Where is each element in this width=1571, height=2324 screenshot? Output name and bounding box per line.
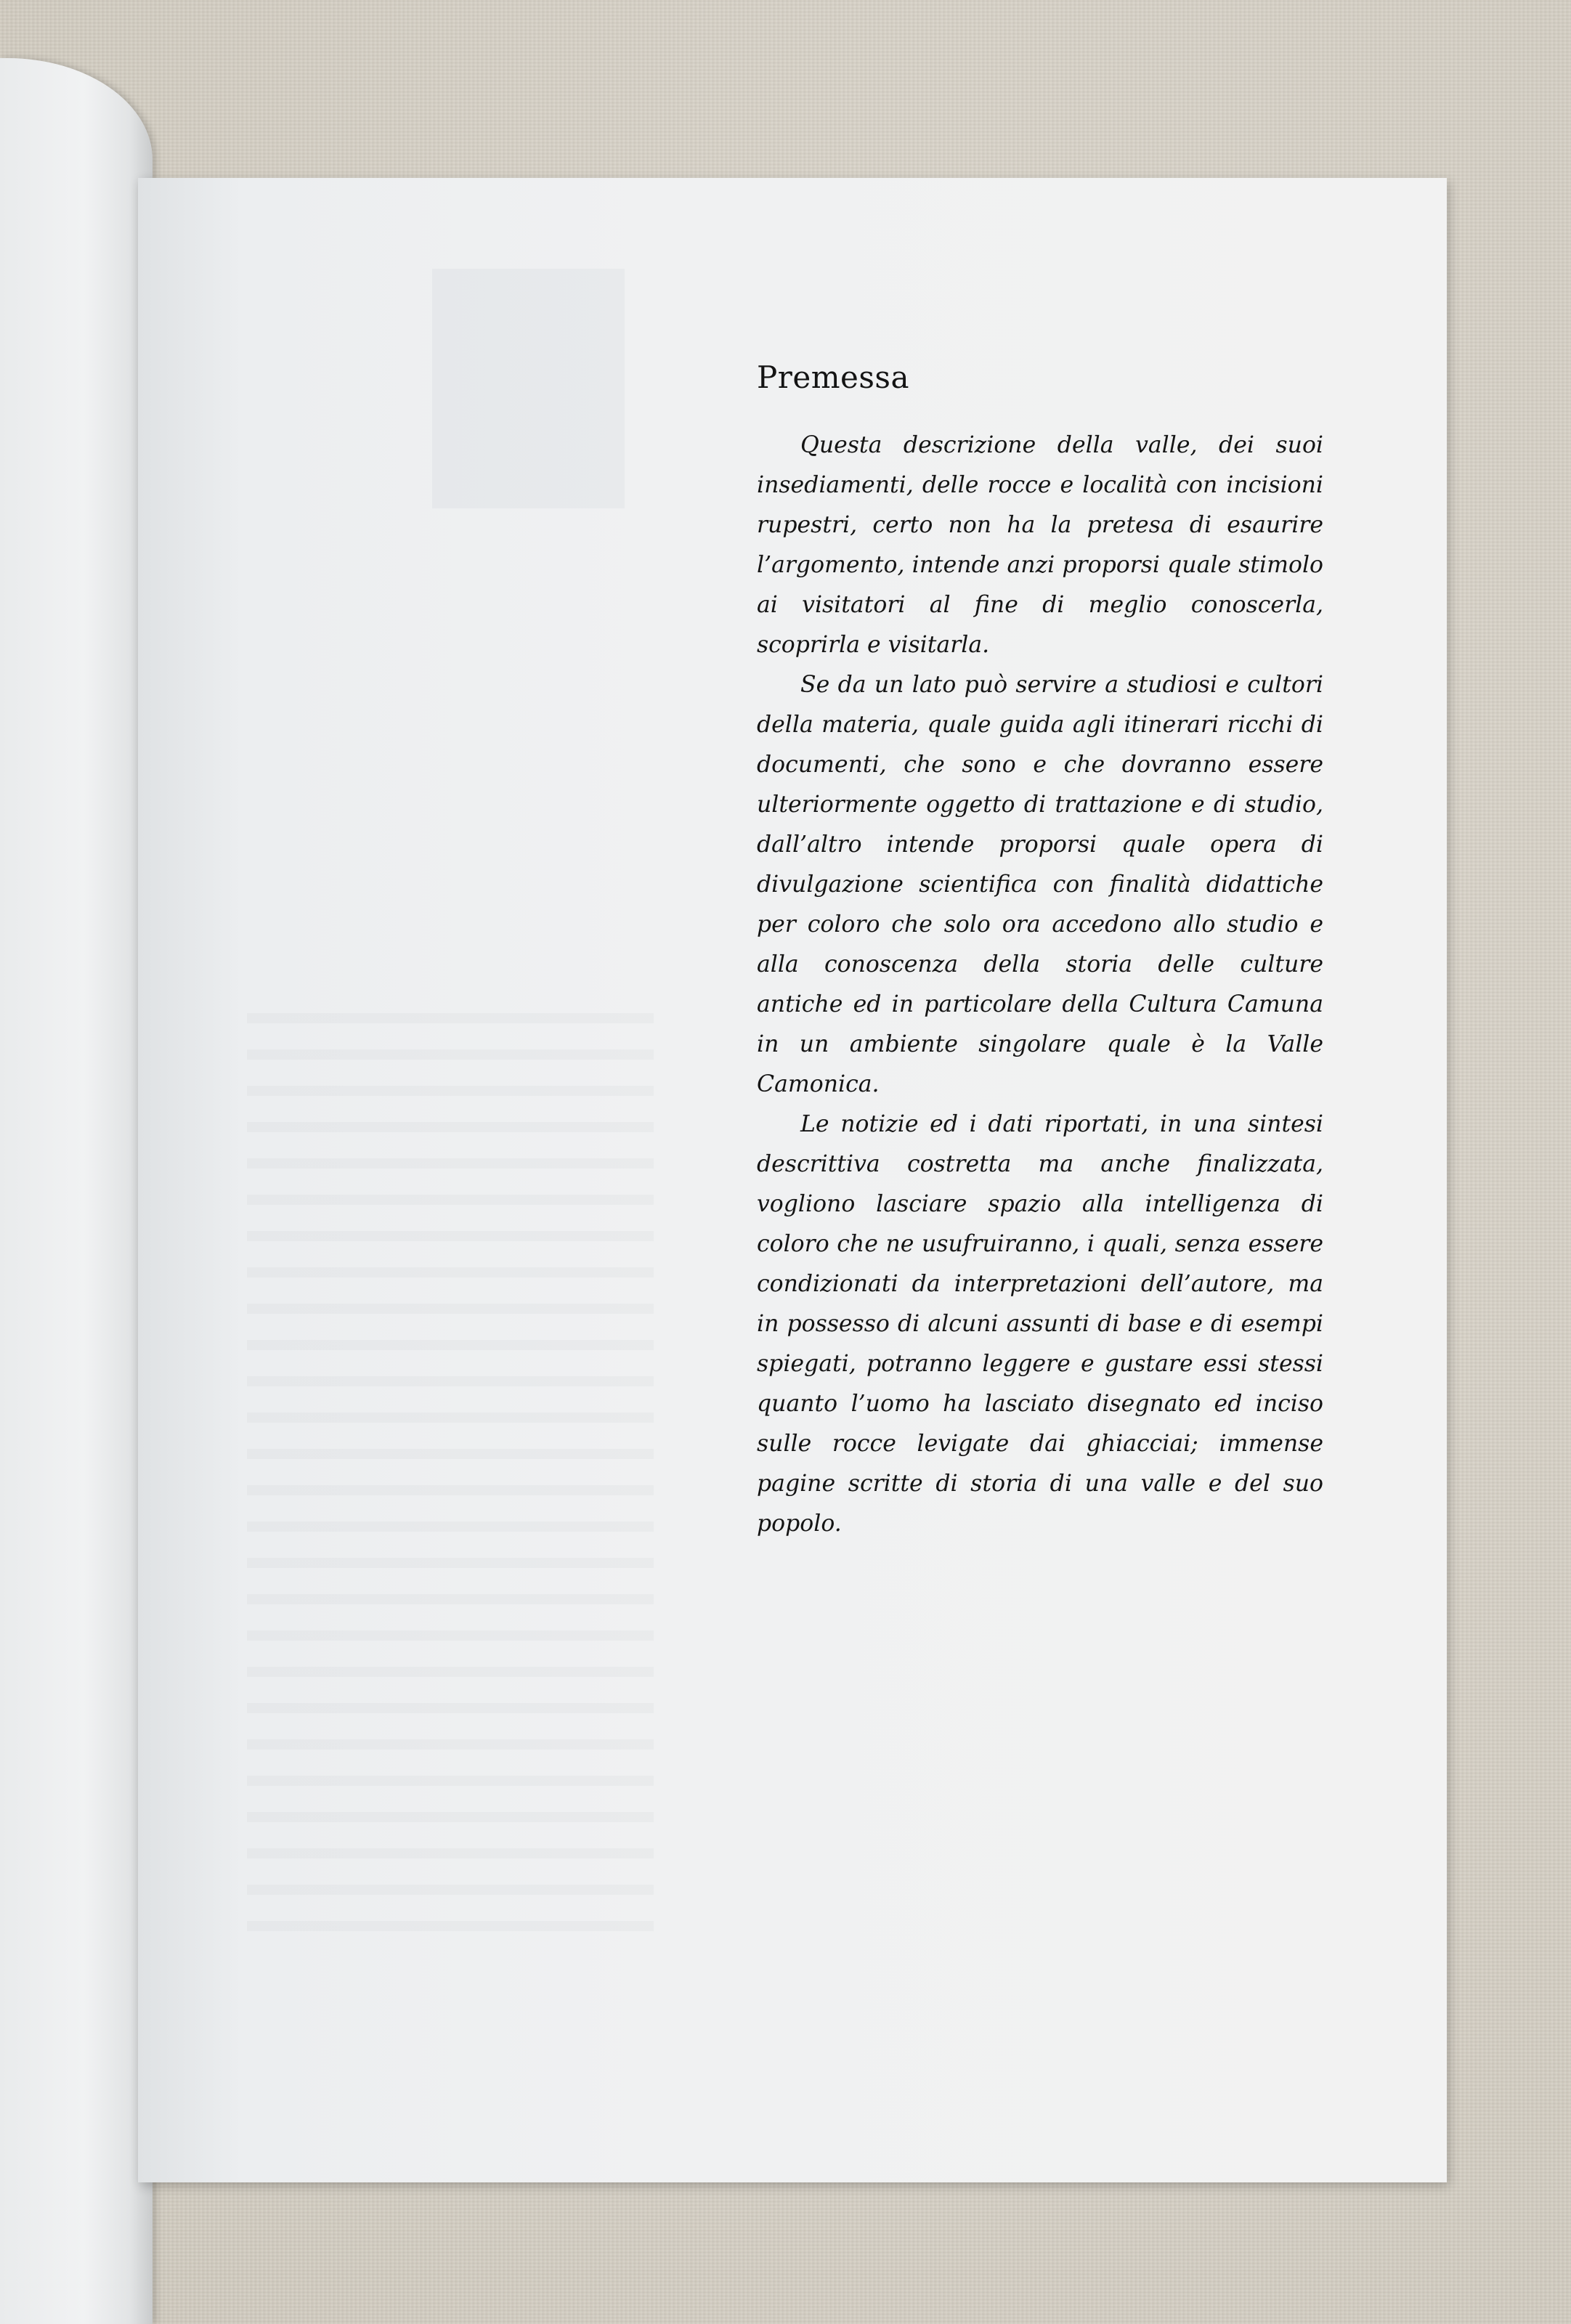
facing-page-edge <box>0 58 153 2324</box>
show-through-text <box>247 1013 654 1957</box>
paragraph-2: Se da un lato può servire a studiosi e cultori della materia, quale guida agli itinerari ricchi di documenti, che sono e che dovranno essere ulteriormente oggetto di trattazione e di studio, dall’altro intende proporsi quale opera di divulgazione scientifica con finalità didattiche per coloro che solo ora accedono allo studio e alla conoscenza della storia delle culture antiche ed in particolare della Cultura Camuna in un ambiente singolare quale è la Valle Camonica. <box>757 672 1323 1097</box>
paragraph-3: Le notizie ed i dati riportati, in una sintesi descrittiva costretta ma anche finalizzata, vogliono lasciare spazio alla intelligenza di coloro che ne usufruiranno, i quali, senza essere condizionati da interpretazioni dell’autore, ma in possesso di alcuni assunti di base e di esempi spiegati, potranno leggere e gustare essi stessi quanto l’uomo ha lasciato disegnato ed inciso sulle rocce levigate dai ghiacciai; immense pagine scritte di storia di una valle e del suo popolo. <box>757 1111 1323 1537</box>
page-content <box>757 359 1323 1544</box>
paragraph-1: Questa descrizione della valle, dei suoi insediamenti, delle rocce e località con incisioni rupestri, certo non ha la pretesa di esaurire l’argomento, intende anzi proporsi quale stimolo ai visitatori al fine di meglio conoscerla, scoprirla e visitarla. <box>757 432 1323 658</box>
book-page <box>138 178 1447 2182</box>
show-through-illustration <box>432 269 625 508</box>
page-heading: Premessa <box>757 359 910 395</box>
